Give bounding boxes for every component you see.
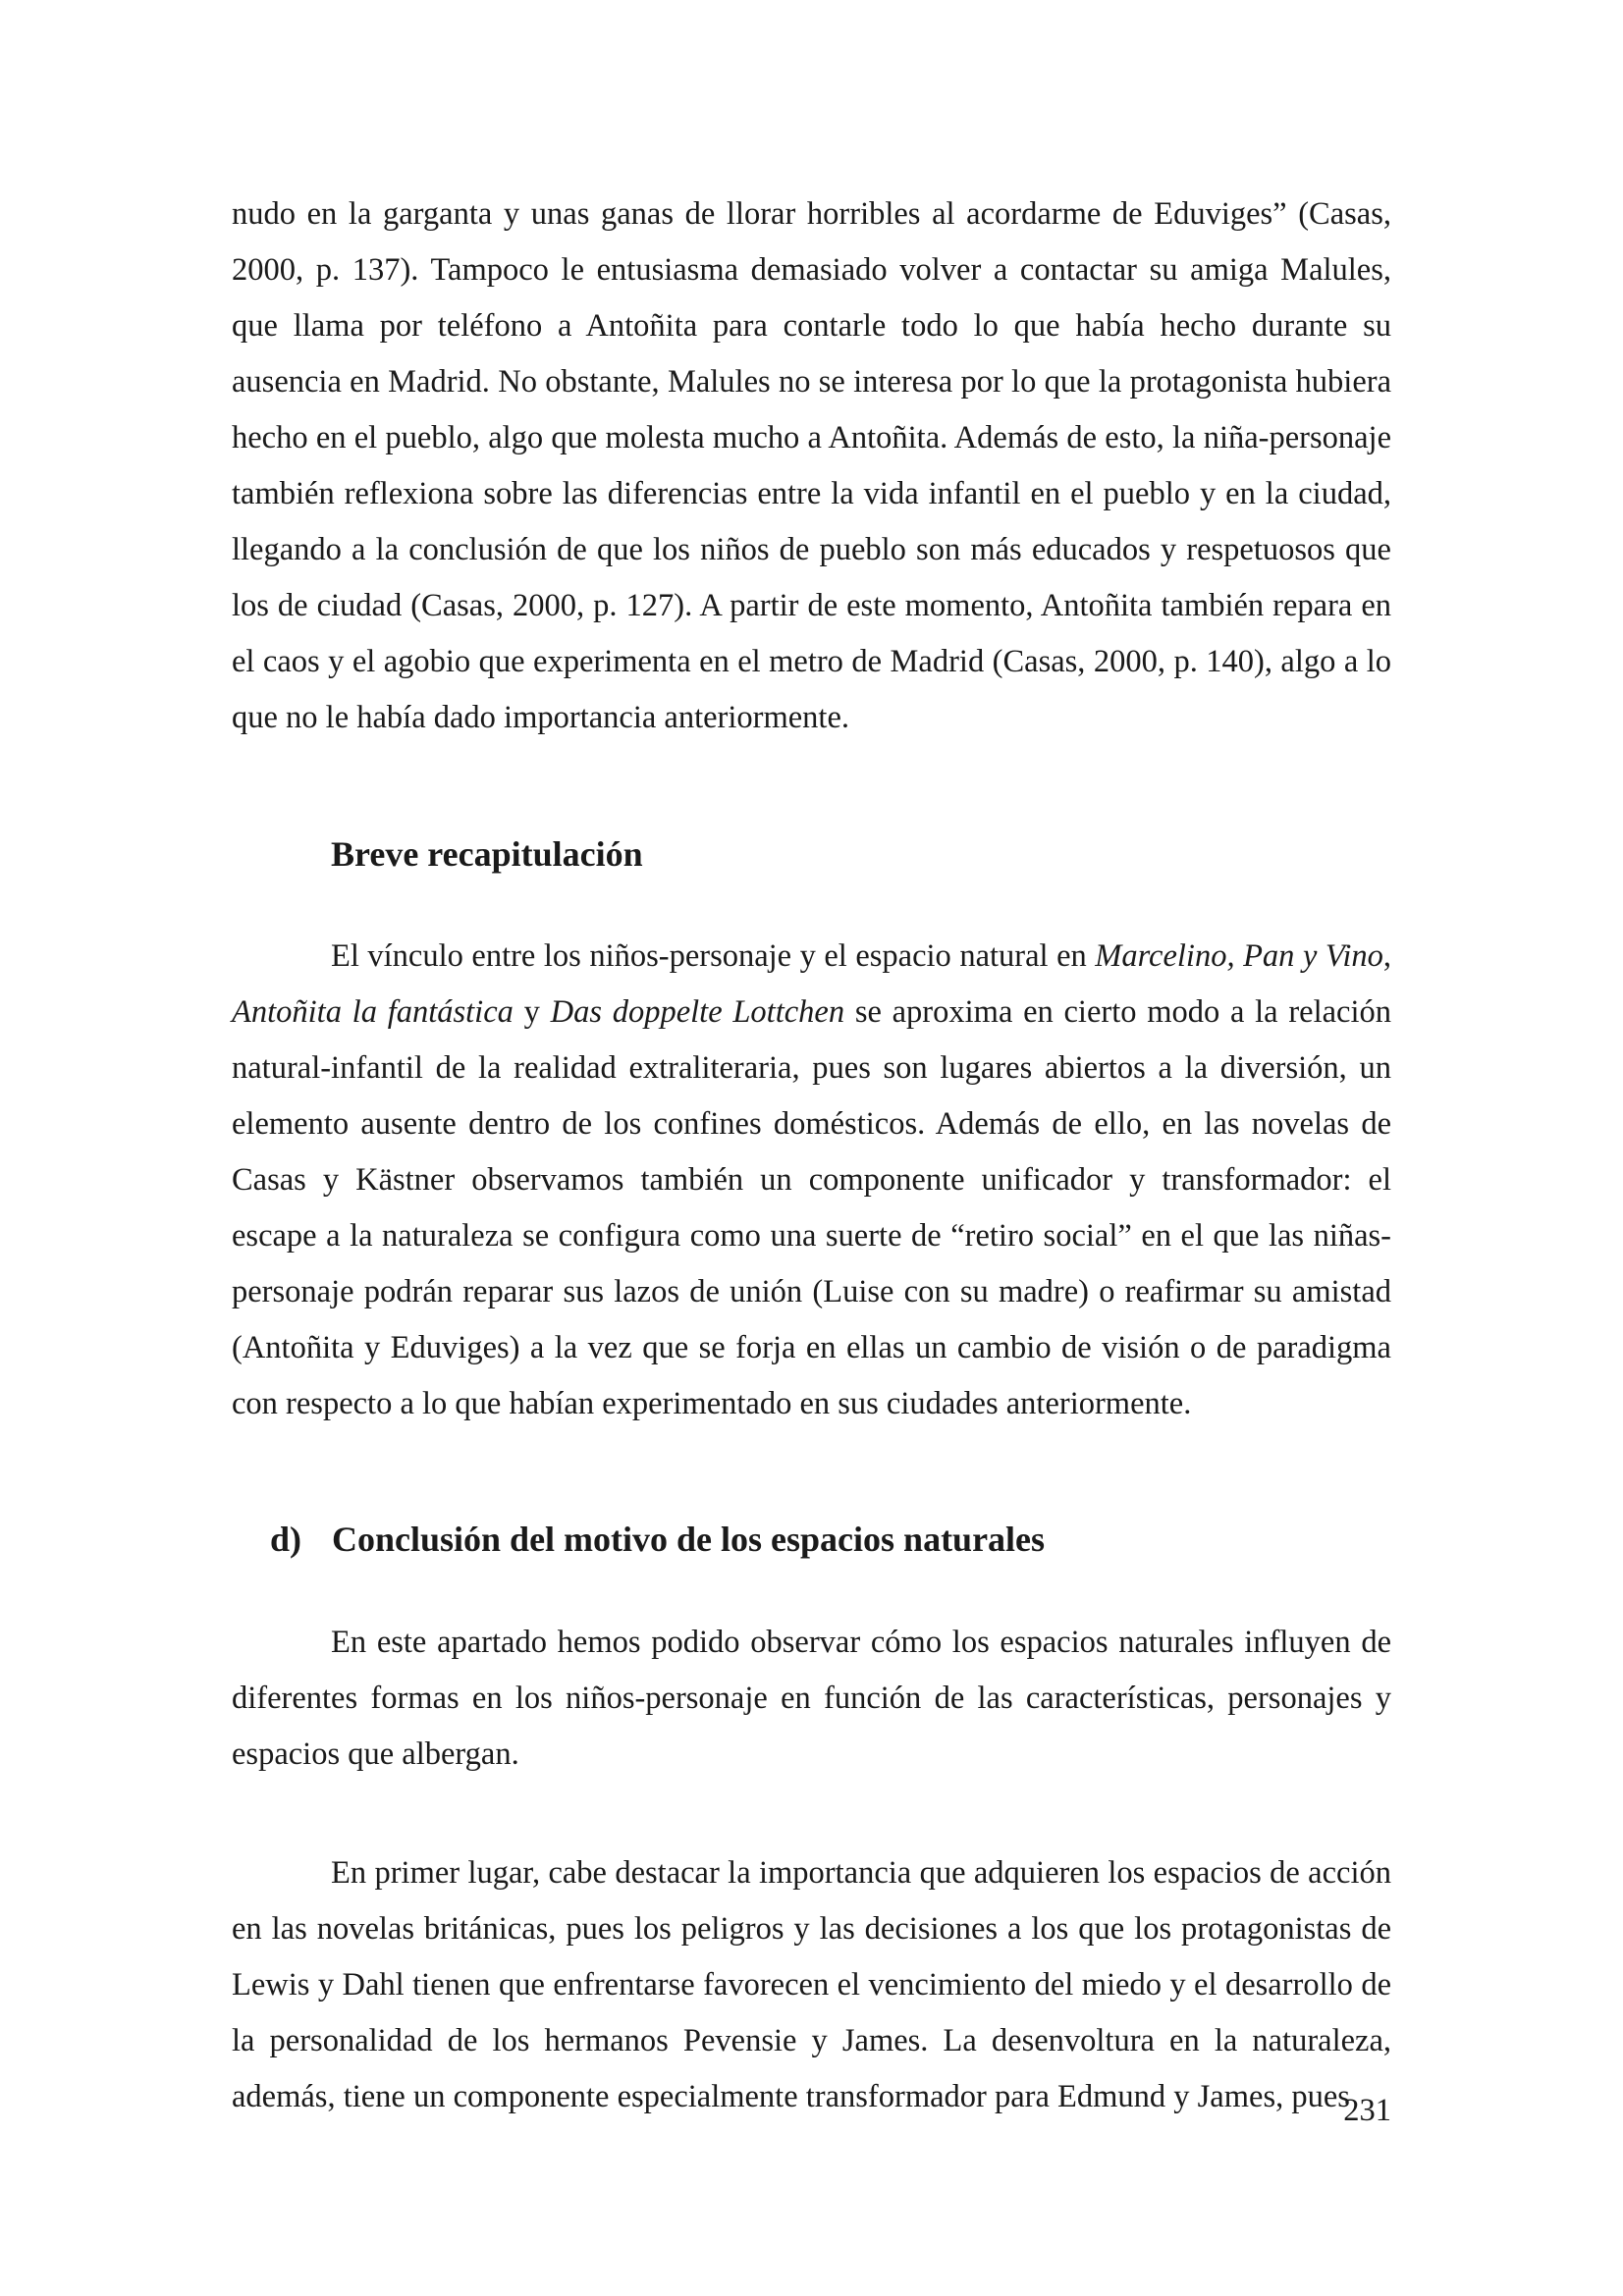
book-title-marcelino: Marcelino, Pan y Vino <box>1095 938 1383 974</box>
paragraph-continuation <box>232 187 1391 746</box>
section-heading-d <box>270 1518 1045 1561</box>
paragraph-conclusion-first <box>232 1845 1391 2125</box>
paragraph-recap <box>232 929 1391 1432</box>
page-number: 231 <box>1343 2093 1391 2128</box>
paragraph-1-text: nudo en la garganta y unas ganas de llorar horribles al acordarme de Eduviges” (Casas, 2000, p. 137). Tampoco le entusiasma demasiado volver a contactar su amiga Malules, que llama por teléfono a Antoñita para contarle todo lo que había hecho durante su ausencia en Madrid. No obstante, Malules no se interesa por lo que la protagonista hubiera hecho en el pueblo, algo que molesta mucho a Antoñita. Además de esto, la niña-personaje también reflexiona sobre las diferencias entre la vida infantil en el pueblo y en la ciudad, llegando a la conclusión de que los niños de pueblo son más educados y respetuosos que los de ciudad (Casas, 2000, p. 127). A partir de este momento, Antoñita también repara en el caos y el agobio que experimenta en el metro de Madrid (Casas, 2000, p. 140), algo a lo que no le había dado importancia anteriormente. <box>232 196 1391 735</box>
paragraph-3-text: En este apartado hemos podido observar cómo los espacios naturales influyen de diferentes formas en los niños-personaje en función de las características, personajes y espacios que albergan. <box>232 1625 1391 1772</box>
paragraph-2-part4: se aproxima en cierto modo a la relación natural-infantil de la realidad extraliteraria, pues son lugares abiertos a la diversión, un elemento ausente dentro de los confines domésticos. Además de ello, en las novelas de Casas y Kästner observamos también un componente unificador y transformador: el escape a la naturaleza se configura como una suerte de “retiro social” en el que las niñas-personaje podrán reparar sus lazos de unión (Luise con su madre) o reafirmar su amistad (Antoñita y Eduviges) a la vez que se forja en ellas un cambio de visión o de paradigma con respecto a lo que habían experimentado en sus ciudades anteriormente. <box>232 994 1391 1421</box>
section-heading-recap: Breve recapitulación <box>331 834 643 874</box>
paragraph-2-part2: , <box>1382 938 1391 974</box>
paragraph-2-part3: y <box>513 994 551 1030</box>
section-label: d) <box>270 1520 302 1559</box>
paragraph-2-part1: El vínculo entre los niños-personaje y el espacio natural en <box>331 938 1096 974</box>
book-title-antonita: Antoñita la fantástica <box>232 994 514 1030</box>
paragraph-4-text: En primer lugar, cabe destacar la importancia que adquieren los espacios de acción en las novelas británicas, pues los peligros y las decisiones a los que los protagonistas de Lewis y Dahl tienen que enfrentarse favorecen el vencimiento del miedo y el desarrollo de la personalidad de los hermanos Pevensie y James. La desenvoltura en la naturaleza, además, tiene un componente especialmente transformador para Edmund y James, pues <box>232 1855 1391 2114</box>
book-title-lottchen: Das doppelte Lottchen <box>550 994 845 1030</box>
paragraph-conclusion-intro <box>232 1615 1391 1783</box>
section-title: Conclusión del motivo de los espacios naturales <box>332 1520 1046 1559</box>
